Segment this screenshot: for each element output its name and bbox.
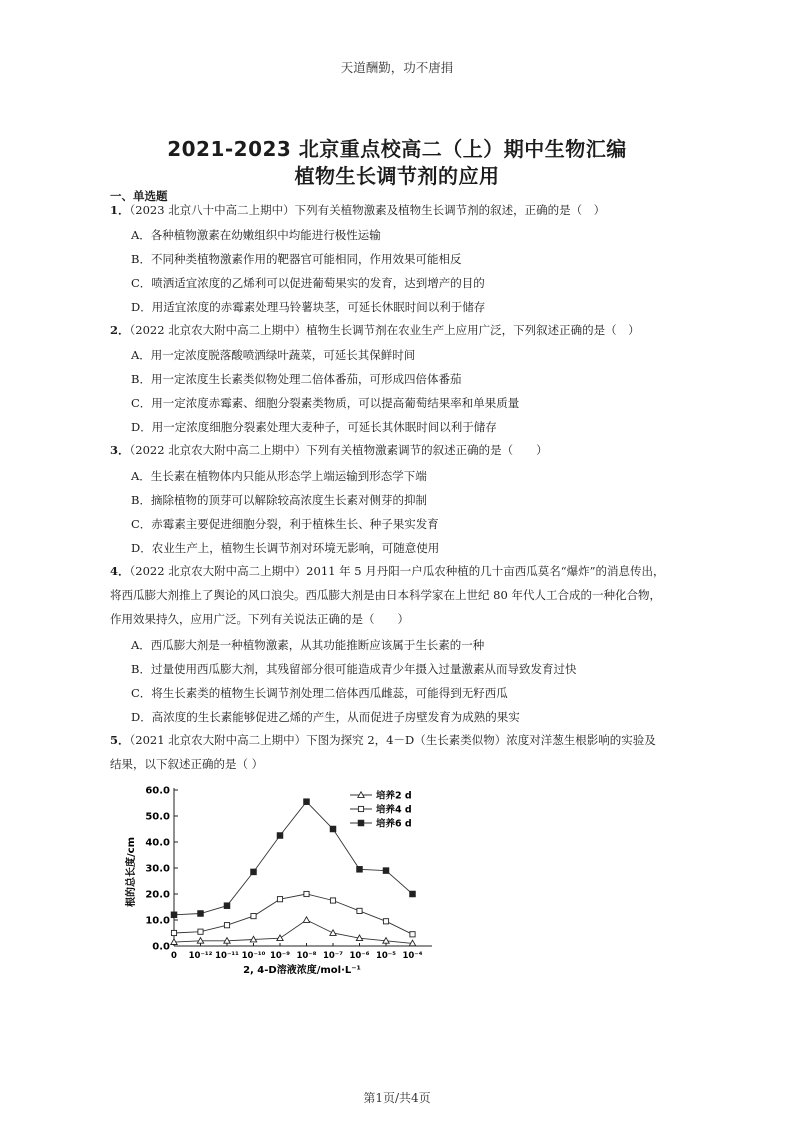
chart-data-point bbox=[330, 898, 335, 903]
question-number: 3． bbox=[110, 443, 130, 457]
question-2-option-d: D．用一定浓度细胞分裂素处理大麦种子，可延长其休眠时间以利于储存 bbox=[131, 420, 497, 434]
chart-x-tick-label: 10⁻¹¹ bbox=[215, 951, 239, 961]
chart-x-axis-label: 2, 4-D溶液浓度/mol·L⁻¹ bbox=[243, 965, 361, 976]
chart-data-point bbox=[277, 833, 283, 839]
chart-data-point bbox=[224, 903, 230, 909]
chart-data-point bbox=[171, 912, 177, 918]
question-text-line: （2022 北京农大附中高二上期中）2011 年 5 月丹阳一户瓜农种植的几十亩西瓜莫名“爆炸”的消息传出， bbox=[129, 564, 665, 578]
question-1-option-c: C．喷洒适宜浓度的乙烯利可以促进葡萄果实的发育，达到增产的目的 bbox=[131, 276, 485, 290]
question-2-option-b: B．用一定浓度生长素类似物处理二倍体番茄，可形成四倍体番茄 bbox=[131, 372, 462, 386]
question-number: 1． bbox=[110, 203, 130, 217]
chart-x-tick-label: 10⁻⁸ bbox=[296, 951, 317, 961]
chart-series-3 bbox=[171, 799, 415, 918]
question-1 bbox=[110, 198, 690, 222]
question-number: 4． bbox=[110, 564, 130, 578]
chart-data-point bbox=[171, 930, 176, 935]
chart-series-1 bbox=[171, 917, 416, 946]
chart-legend-label: 培养6 d bbox=[376, 818, 412, 830]
chart-data-point bbox=[358, 806, 363, 811]
chart-data-point bbox=[383, 868, 389, 874]
chart-x-tick-label: 10⁻¹⁰ bbox=[241, 951, 266, 961]
chart-series-line bbox=[174, 894, 413, 934]
chart-x-tick-label: 10⁻⁴ bbox=[402, 951, 423, 961]
question-3-option-b: B．摘除植物的顶芽可以解除较高浓度生长素对侧芽的抑制 bbox=[131, 493, 427, 507]
chart-series-2 bbox=[171, 891, 415, 937]
chart-data-point bbox=[304, 799, 310, 805]
chart-data-point bbox=[330, 826, 336, 832]
chart-data-point bbox=[410, 891, 416, 897]
page-header-motto: 天道酬勤，功不唐捐 bbox=[340, 60, 454, 75]
question-3-option-a: A．生长素在植物体内只能从形态学上端运输到形态学下端 bbox=[131, 469, 427, 483]
chart-y-tick-label: 60.0 bbox=[145, 785, 170, 797]
chart-x-tick-label: 10⁻⁷ bbox=[322, 951, 344, 961]
question-2-option-a: A．用一定浓度脱落酸喷洒绿叶蔬菜，可延长其保鲜时间 bbox=[131, 348, 416, 362]
question-2-option-c: C．用一定浓度赤霉素、细胞分裂素类物质，可以提高葡萄结果率和单果质量 bbox=[131, 396, 520, 410]
chart-legend-label: 培养2 d bbox=[376, 790, 412, 802]
question-3-option-d: D．农业生产上，植物生长调节剂对环境无影响，可随意使用 bbox=[131, 541, 440, 555]
page-number-footer: 第1页/共4页 bbox=[363, 1091, 431, 1105]
question-number: 5． bbox=[110, 733, 130, 747]
document-title: 2021-2023 北京重点校高二（上）期中生物汇编 bbox=[167, 137, 627, 161]
question-text: （2022 北京农大附中高二上期中）下列有关植物激素调节的叙述正确的是（ ） bbox=[129, 443, 548, 457]
chart-data-point bbox=[410, 932, 415, 937]
chart-data-point bbox=[198, 929, 203, 934]
chart-data-point bbox=[330, 930, 336, 936]
chart-data-point bbox=[251, 914, 256, 919]
chart-data-point bbox=[358, 820, 364, 826]
question-4-option-b: B．过量使用西瓜膨大剂，其残留部分很可能造成青少年摄入过量激素从而导致发育过快 bbox=[131, 662, 577, 676]
question-text: （2022 北京农大附中高二上期中）植物生长调节剂在农业生产上应用广泛，下列叙述正确的是（ ） bbox=[129, 323, 640, 337]
chart-data-point bbox=[383, 919, 388, 924]
question-4-option-d: D．高浓度的生长素能够促进乙烯的产生，从而促进子房壁发育为成熟的果实 bbox=[131, 710, 520, 724]
question-text-line: 结果，以下叙述正确的是（ ） bbox=[110, 757, 264, 771]
chart-y-tick-label: 10.0 bbox=[145, 915, 170, 927]
chart-y-tick-label: 30.0 bbox=[145, 863, 170, 875]
chart-x-tick-label: 10⁻⁶ bbox=[349, 951, 370, 961]
chart-data-point bbox=[357, 908, 362, 913]
chart-data-point bbox=[251, 869, 257, 875]
question-3 bbox=[110, 438, 690, 462]
question-text: （2023 北京八十中高二上期中）下列有关植物激素及植物生长调节剂的叙述，正确的是（ ） bbox=[129, 203, 606, 217]
chart-y-tick-label: 20.0 bbox=[145, 889, 170, 901]
chart-y-tick-label: 50.0 bbox=[145, 811, 170, 823]
chart-legend-label: 培养4 d bbox=[376, 804, 412, 816]
chart-series-line bbox=[174, 920, 413, 943]
question-text-line: （2021 北京农大附中高二上期中）下图为探究 2，4－D（生长素类似物）浓度对洋葱生根影响的实验及 bbox=[129, 733, 656, 747]
question-1-option-a: A．各种植物激素在幼嫩组织中均能进行极性运输 bbox=[131, 228, 381, 242]
question-2 bbox=[110, 318, 690, 342]
chart-data-point bbox=[198, 911, 204, 917]
chart-data-point bbox=[304, 891, 309, 896]
question-1-option-d: D．用适宜浓度的赤霉素处理马铃薯块茎，可延长休眠时间以利于储存 bbox=[131, 300, 486, 314]
chart-data-point bbox=[277, 897, 282, 902]
section-heading: 一、单选题 bbox=[110, 189, 168, 203]
question-text-line: 作用效果持久，应用广泛。下列有关说法正确的是（ ） bbox=[110, 612, 409, 626]
chart-x-tick-label: 10⁻¹² bbox=[188, 951, 213, 961]
question-number: 2． bbox=[110, 323, 130, 337]
question-text-line: 将西瓜膨大剂推上了舆论的风口浪尖。西瓜膨大剂是由日本科学家在上世纪 80 年代人工合成的一种化合物， bbox=[110, 588, 661, 602]
chart-y-tick-label: 40.0 bbox=[145, 837, 170, 849]
question-3-option-c: C．赤霉素主要促进细胞分裂，利于植株生长、种子果实发育 bbox=[131, 517, 439, 531]
chart-data-point bbox=[303, 917, 309, 923]
root-length-chart bbox=[110, 780, 450, 980]
question-4-option-a: A．西瓜膨大剂是一种植物激素，从其功能推断应该属于生长素的一种 bbox=[131, 638, 485, 652]
question-1-option-b: B．不同种类植物激素作用的靶器官可能相同，作用效果可能相反 bbox=[131, 252, 462, 266]
document-subtitle: 植物生长调节剂的应用 bbox=[294, 164, 500, 188]
question-4-option-c: C．将生长素类的植物生长调节剂处理二倍体西瓜雌蕊，可能得到无籽西瓜 bbox=[131, 686, 508, 700]
chart-data-point bbox=[277, 935, 283, 941]
question-5 bbox=[110, 728, 690, 776]
chart-data-point bbox=[357, 867, 363, 873]
chart-x-tick-label: 0 bbox=[171, 951, 177, 961]
chart-y-tick-label: 0.0 bbox=[152, 941, 170, 953]
chart-x-tick-label: 10⁻⁵ bbox=[375, 951, 397, 961]
chart-y-axis-label: 根的总长度/cm bbox=[126, 837, 137, 907]
chart-x-tick-label: 10⁻⁹ bbox=[269, 951, 291, 961]
chart-data-point bbox=[224, 923, 229, 928]
question-4 bbox=[110, 559, 690, 631]
